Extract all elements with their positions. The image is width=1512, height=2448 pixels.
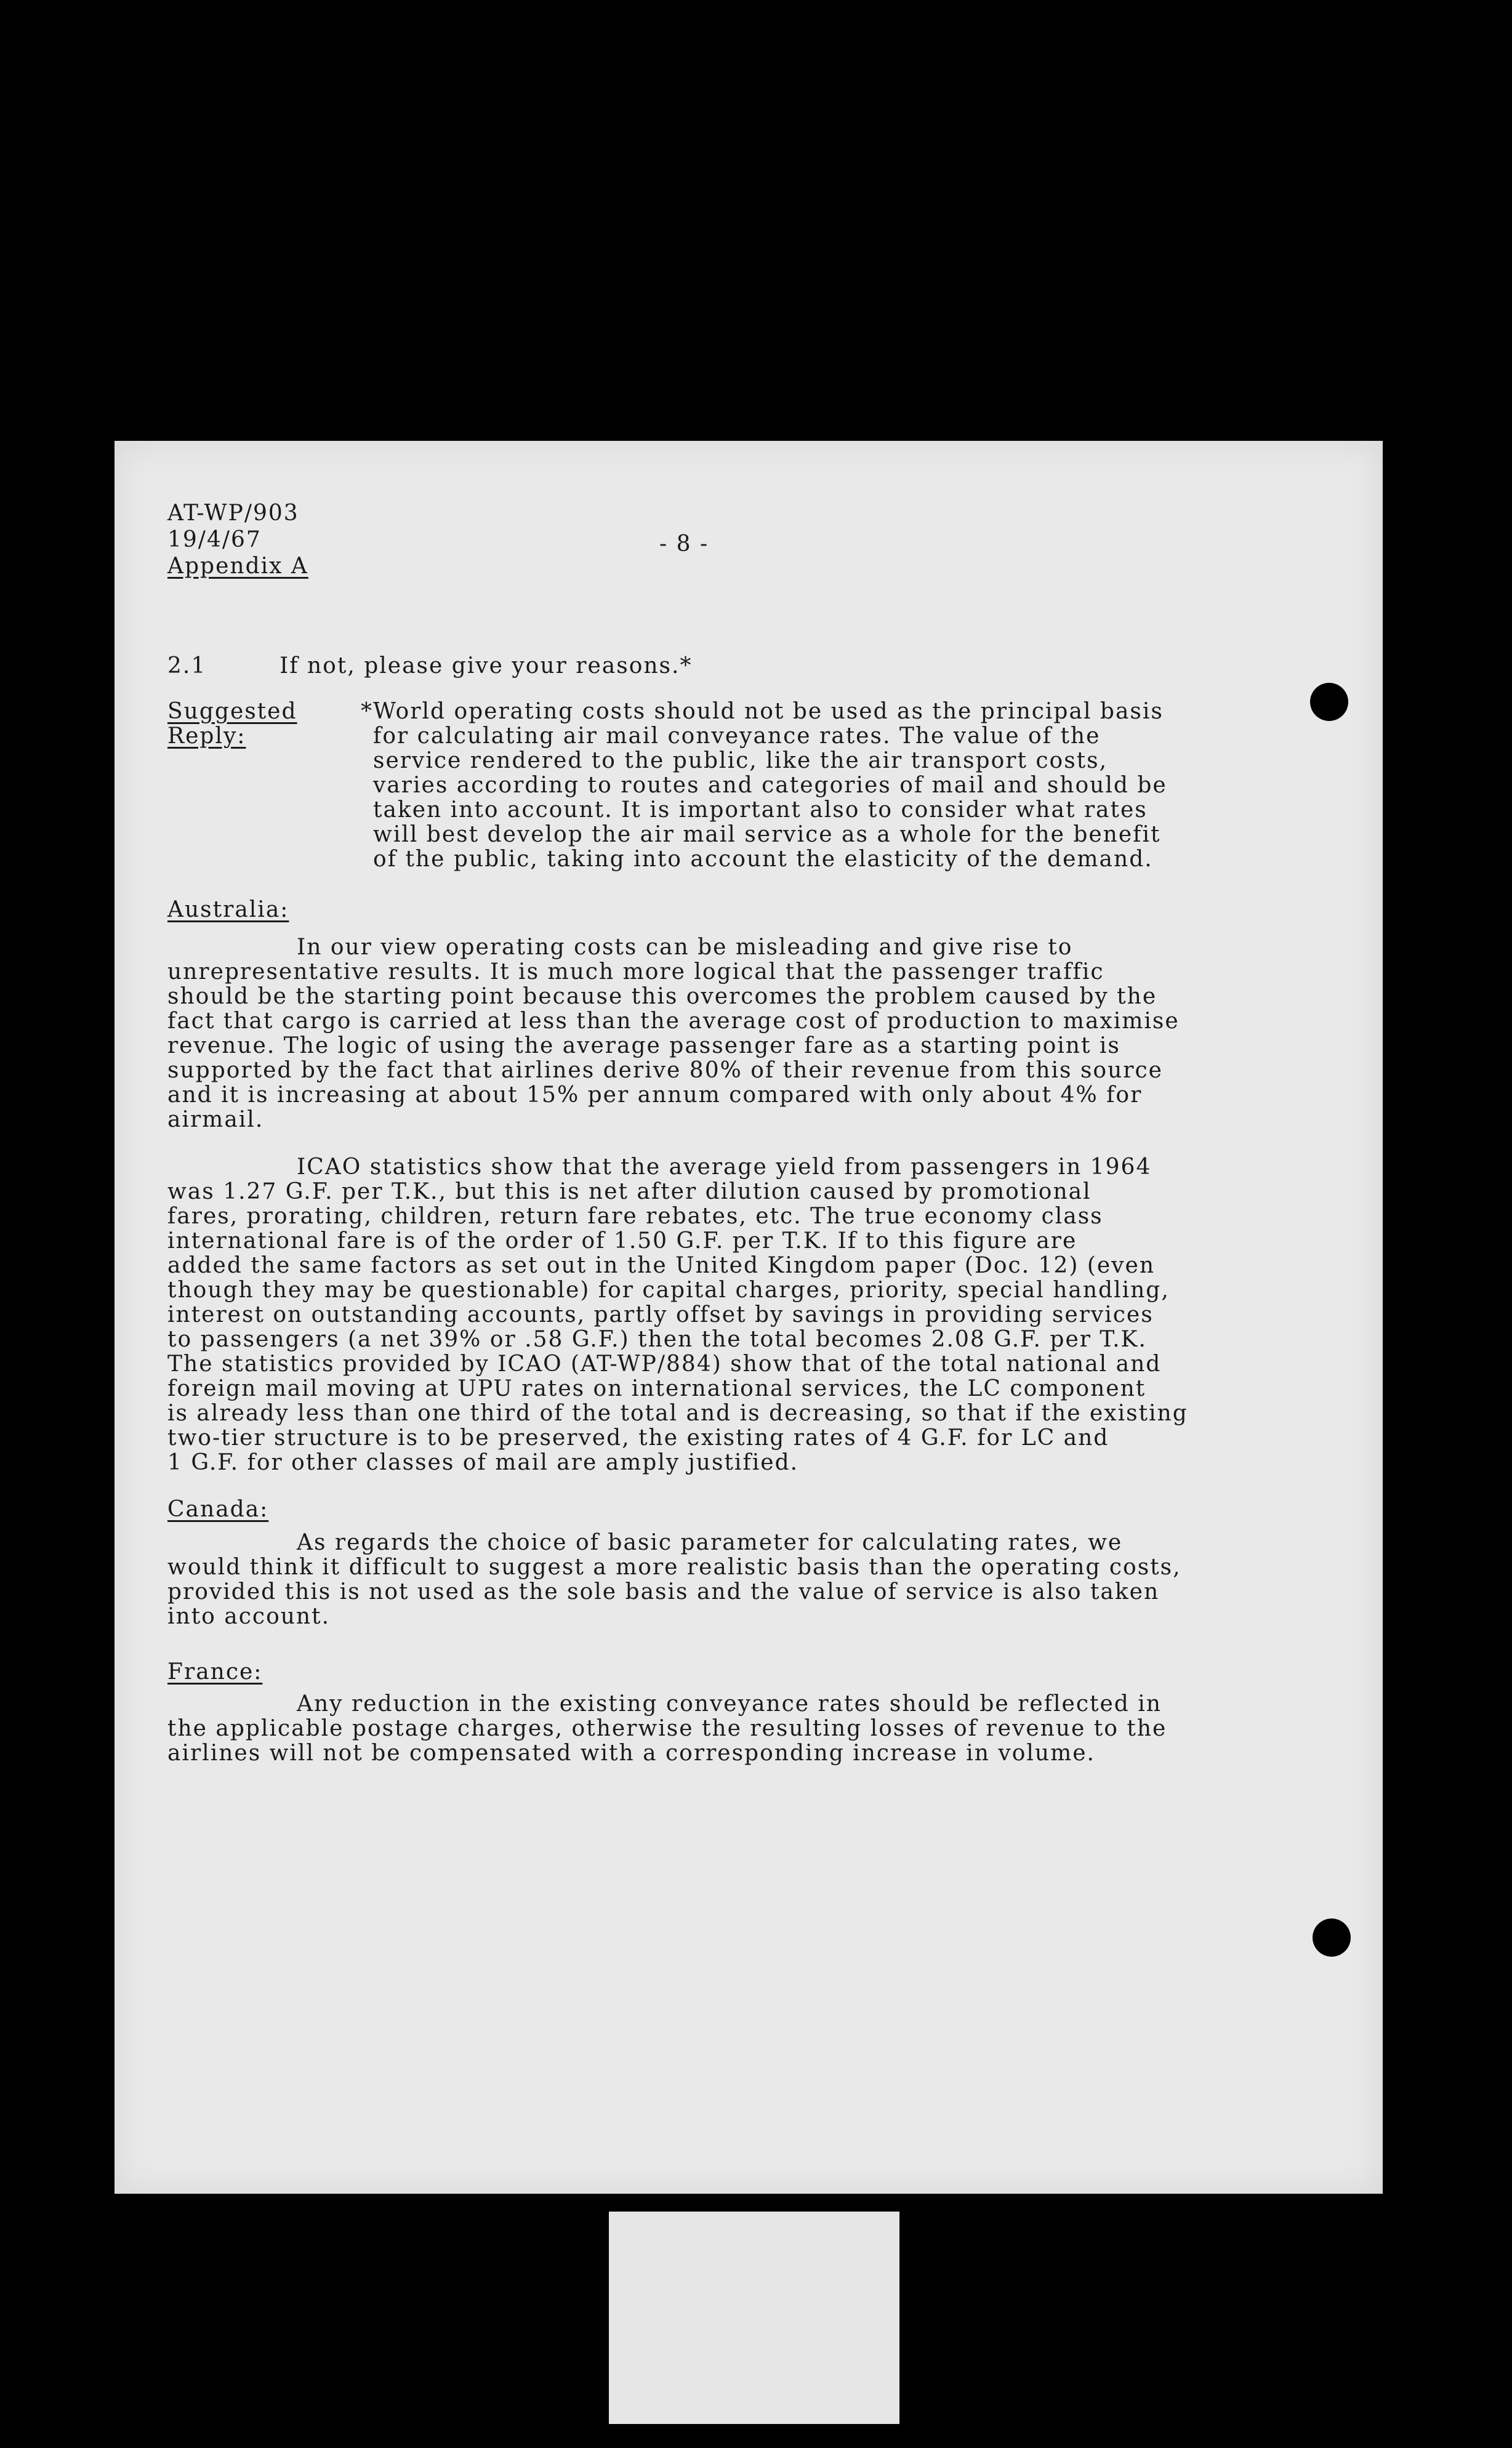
suggested-reply-label: Suggested [167, 699, 297, 724]
text-line: As regards the choice of basic parameter for calculating rates, we [297, 1530, 1123, 1555]
text-line: supported by the fact that airlines derive 80% of their revenue from this source [167, 1058, 1163, 1083]
australia-paragraph-2 [167, 1155, 1188, 1475]
text-line: foreign mail moving at UPU rates on international services, the LC component [167, 1376, 1146, 1401]
question-number: 2.1 [167, 653, 207, 678]
text-line: ICAO statistics show that the average yield from passengers in 1964 [297, 1154, 1152, 1180]
text-line: is already less than one third of the total and is decreasing, so that if the existing [167, 1401, 1188, 1426]
text-line: varies according to routes and categories of mail and should be [373, 773, 1167, 798]
punch-hole-top [1310, 683, 1348, 721]
punch-hole-bottom [1313, 1919, 1351, 1957]
text-line: two-tier structure is to be preserved, the existing rates of 4 G.F. for LC and [167, 1425, 1109, 1451]
france-paragraph [167, 1692, 1167, 1766]
document-date: 19/4/67 [167, 527, 262, 552]
text-line: international fare is of the order of 1.50 G.F. per T.K. If to this figure are [167, 1228, 1077, 1254]
text-line: would think it difficult to suggest a more realistic basis than the operating costs, [167, 1555, 1181, 1580]
text-line: fact that cargo is carried at less than the average cost of production to maximise [167, 1009, 1180, 1034]
canada-paragraph [167, 1531, 1181, 1629]
text-line: was 1.27 G.F. per T.K., but this is net after dilution caused by promotional [167, 1179, 1092, 1204]
australia-paragraph-1 [167, 935, 1180, 1132]
text-line: will best develop the air mail service as a whole for the benefit [373, 822, 1161, 847]
text-line: into account. [167, 1604, 331, 1629]
france-heading: France: [167, 1659, 263, 1685]
australia-heading: Australia: [167, 897, 289, 922]
canada-heading: Canada: [167, 1497, 269, 1522]
question-text: If not, please give your reasons.* [279, 653, 693, 678]
suggested-reply-label-2: Reply: [167, 723, 246, 749]
suggested-reply-text [361, 699, 1167, 872]
text-line: revenue. The logic of using the average passenger fare as a starting point is [167, 1033, 1120, 1058]
text-line: though they may be questionable) for capital charges, priority, special handling, [167, 1278, 1170, 1303]
text-line: The statistics provided by ICAO (AT-WP/884) show that of the total national and [167, 1351, 1162, 1377]
text-line: and it is increasing at about 15% per annum compared with only about 4% for [167, 1082, 1143, 1108]
document-header [167, 500, 308, 579]
text-line: fares, prorating, children, return fare rebates, etc. The true economy class [167, 1204, 1103, 1229]
page-number: - 8 - [659, 531, 709, 557]
text-line: In our view operating costs can be misleading and give rise to [297, 935, 1073, 960]
film-leader-flap [609, 2212, 899, 2424]
text-line: added the same factors as set out in the United Kingdom paper (Doc. 12) (even [167, 1253, 1156, 1278]
text-line: Any reduction in the existing conveyance rates should be reflected in [297, 1691, 1162, 1717]
text-line: of the public, taking into account the elasticity of the demand. [373, 847, 1153, 872]
text-line: taken into account. It is important also to consider what rates [373, 797, 1148, 823]
text-line: airmail. [167, 1107, 264, 1132]
text-line: unrepresentative results. It is much more logical that the passenger traffic [167, 959, 1104, 984]
document-reference: AT-WP/903 [167, 501, 299, 526]
text-line: interest on outstanding accounts, partly offset by savings in providing services [167, 1302, 1154, 1327]
text-line: to passengers (a net 39% or .58 G.F.) then the total becomes 2.08 G.F. per T.K. [167, 1327, 1147, 1352]
text-line: should be the starting point because this overcomes the problem caused by the [167, 984, 1157, 1009]
appendix-label: Appendix A [167, 554, 308, 579]
text-line: 1 G.F. for other classes of mail are amply justified. [167, 1450, 799, 1475]
text-line: *World operating costs should not be used as the principal basis [361, 699, 1164, 724]
text-line: service rendered to the public, like the air transport costs, [373, 748, 1108, 773]
text-line: airlines will not be compensated with a corresponding increase in volume. [167, 1741, 1095, 1766]
text-line: the applicable postage charges, otherwise the resulting losses of revenue to the [167, 1716, 1167, 1741]
text-line: for calculating air mail conveyance rates. The value of the [373, 723, 1101, 749]
text-line: provided this is not used as the sole basis and the value of service is also taken [167, 1579, 1160, 1604]
document-page [115, 441, 1383, 2194]
